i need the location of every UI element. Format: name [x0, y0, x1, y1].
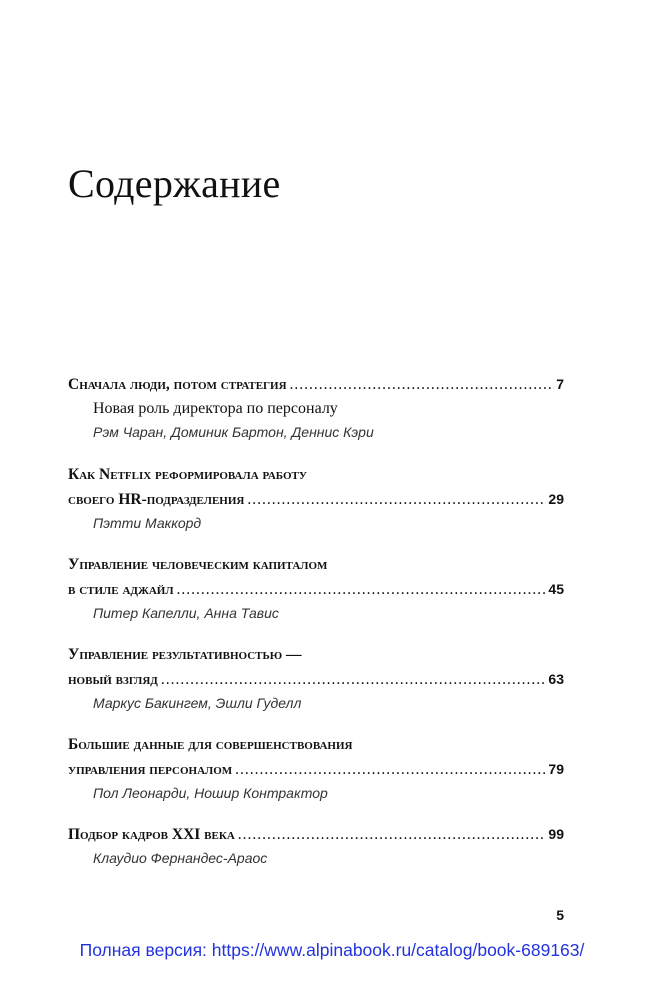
- toc-entry[interactable]: [68, 552, 564, 642]
- dot-leader: [235, 757, 546, 782]
- page-title: Содержание: [68, 161, 281, 206]
- full-version-link[interactable]: Полная версия: https://www.alpinabook.ru/catalog/book-689163/: [79, 940, 585, 960]
- toc-entry-authors: Пол Леонарди, Ношир Контрактор: [93, 785, 328, 801]
- toc-entry-authors: Рэм Чаран, Доминик Бартон, Деннис Кэри: [93, 424, 374, 440]
- toc-entry-title: Как Netflix реформировала работу: [68, 466, 307, 483]
- toc-page-number: 79: [548, 761, 564, 777]
- toc-entry[interactable]: [68, 822, 564, 869]
- toc-page-number: 29: [548, 491, 564, 507]
- dot-leader: [238, 822, 547, 847]
- toc-entry[interactable]: [68, 642, 564, 732]
- toc-entry-title: новый взгляд: [68, 671, 158, 688]
- toc-entry[interactable]: [68, 732, 564, 822]
- toc-entry-title-line: [68, 822, 564, 847]
- toc-entry[interactable]: [68, 372, 564, 462]
- toc-entry-title-line: [68, 642, 564, 667]
- dot-leader: [247, 487, 546, 512]
- toc-entry-authors: Пэтти Маккорд: [93, 515, 202, 531]
- toc-entry-title-line: [68, 732, 564, 757]
- dot-leader: [161, 667, 547, 692]
- toc-entry-title: Большие данные для совершенствования: [68, 736, 353, 753]
- toc-entry-title: Сначала люди, потом стратегия: [68, 376, 287, 393]
- toc-entry-subtitle: Новая роль директора по персоналу: [93, 400, 338, 417]
- toc-entry-title-line: [68, 487, 564, 512]
- dot-leader: [290, 372, 555, 397]
- toc-entry-title: Управление результативностью —: [68, 646, 302, 663]
- toc-entry-title-line: [68, 462, 564, 487]
- toc-entry-title: Управление человеческим капиталом: [68, 556, 328, 573]
- toc-page-number: 99: [548, 826, 564, 842]
- toc-entry-title-line: [68, 667, 564, 692]
- toc-entry-title-line: [68, 577, 564, 602]
- toc-entry-title: управления персоналом: [68, 761, 233, 778]
- toc-entry-authors: Маркус Бакингем, Эшли Гуделл: [93, 695, 302, 711]
- toc-entry-authors: Питер Капелли, Анна Тавис: [93, 605, 279, 621]
- toc-entry-title-line: [68, 757, 564, 782]
- toc-entry[interactable]: [68, 462, 564, 552]
- toc-entry-authors: Клаудио Фернандес-Араос: [93, 850, 268, 866]
- toc-page-number: 63: [548, 671, 564, 687]
- toc-page-number: 45: [548, 581, 564, 597]
- toc-entry-title-line: [68, 552, 564, 577]
- toc-entry-title: в стиле аджайл: [68, 581, 174, 598]
- toc-entry-title-line: [68, 372, 564, 397]
- toc-entry-title: своего HR-подразделения: [68, 491, 245, 508]
- table-of-contents: [68, 372, 564, 869]
- dot-leader: [177, 577, 547, 602]
- toc-page-number: 7: [556, 376, 564, 392]
- page-number: 5: [556, 907, 564, 923]
- toc-entry-title: Подбор кадров XXI века: [68, 826, 235, 843]
